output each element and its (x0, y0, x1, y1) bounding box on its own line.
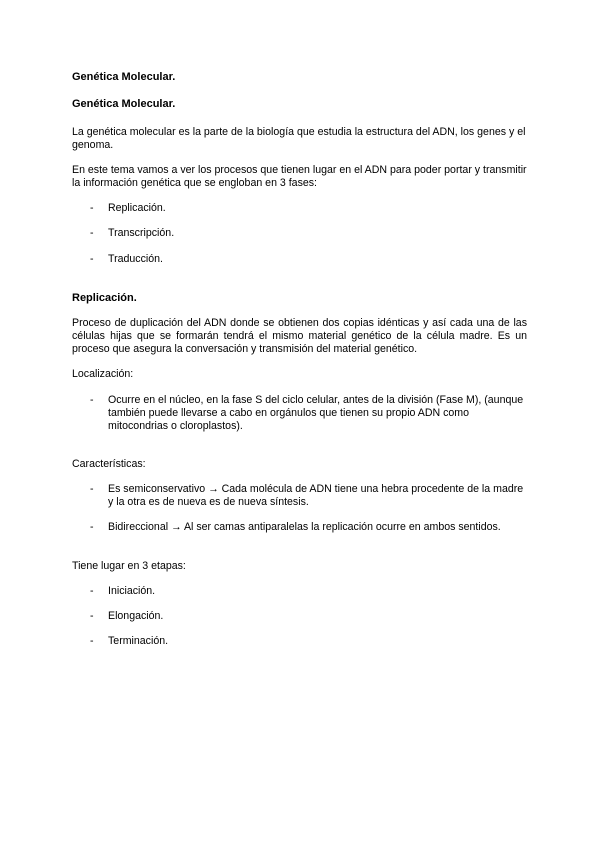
characteristics-label: Características: (72, 458, 146, 470)
bullet-dash: - (90, 483, 94, 495)
stage-text: Terminación. (108, 635, 169, 647)
bullet-dash: - (90, 635, 94, 647)
bullet-dash: - (90, 521, 94, 533)
bullet-dash: - (90, 394, 94, 406)
phase-text: Traducción. (108, 253, 163, 265)
phase-text: Transcripción. (108, 227, 175, 239)
bullet-dash: - (90, 227, 94, 239)
topic-paragraph: En este tema vamos a ver los procesos que tienen lugar en el ADN para poder portar y transmitir la información genética que se engloban en 3 fases: (72, 164, 527, 189)
replication-heading: Replicación. (72, 292, 137, 304)
bullet-dash: - (90, 202, 94, 214)
stage-text: Iniciación. (108, 585, 156, 597)
bullet-dash: - (90, 610, 94, 622)
location-label: Localización: (72, 368, 134, 380)
phase-text: Replicación. (108, 202, 166, 214)
location-text: Ocurre en el núcleo, en la fase S del ciclo celular, antes de la división (Fase M), (aunque también puede llevarse a cabo en orgánulos que tienen su propio ADN como mitocondrias o cloroplastos). (108, 394, 524, 432)
bullet-dash: - (90, 253, 94, 265)
document-title: Genética Molecular. (72, 71, 176, 83)
document-subtitle: Genética Molecular. (72, 98, 176, 110)
stage-text: Elongación. (108, 610, 164, 622)
intro-paragraph: La genética molecular es la parte de la biología que estudia la estructura del ADN, los genes y el genoma. (72, 126, 526, 151)
stages-label: Tiene lugar en 3 etapas: (72, 560, 186, 572)
characteristic-text: Bidireccional → Al ser camas antiparalelas la replicación ocurre en ambos sentidos. (108, 521, 501, 533)
characteristic-text: Es semiconservativo → Cada molécula de ADN tiene una hebra procedente de la madre y la otra es de nueva es de nueva síntesis. (108, 483, 524, 508)
replication-description: Proceso de duplicación del ADN donde se obtienen dos copias idénticas y así cada una de las células hijas que se formarán tendrá el mismo material genético de la célula madre. Es un proceso que asegura la conversación y transmisión del material genético. (72, 317, 527, 355)
bullet-dash: - (90, 585, 94, 597)
